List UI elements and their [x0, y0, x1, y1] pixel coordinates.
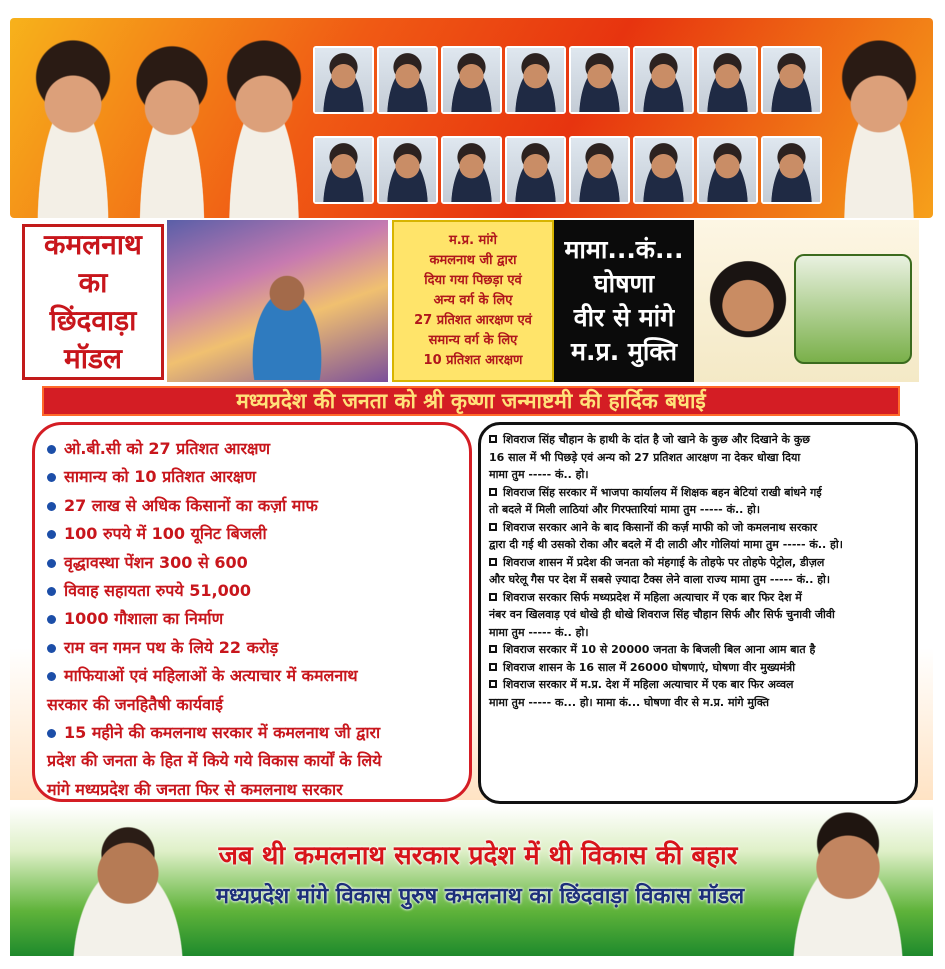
bullet-icon [47, 473, 56, 482]
leader-thumb [313, 136, 374, 204]
krishna-illustration [167, 220, 388, 382]
list-item: और घरेलू गैस पर देश में सबसे ज़्यादा टैक्स लेने वाला राज्य मामा तुम ----- कं.. हो। [489, 573, 831, 586]
list-item: तो बदले में मिली लाठियां और गिरफ्तारियां मामा तुम ----- कं.. हो। [489, 503, 761, 516]
list-item: प्रदेश की जनता के हित में किये गये विकास कार्यों के लिये [47, 751, 382, 771]
bullet-icon [47, 445, 56, 454]
bullet-icon [47, 559, 56, 568]
list-item: सरकार की जनहितैषी कार्यवाई [47, 694, 223, 714]
list-item: शिवराज सरकार में 10 से 20000 जनता के बिजली बिल आना आम बात है [489, 641, 907, 659]
list-item: 1000 गौशाला का निर्माण [47, 605, 457, 633]
list-item: सामान्य को 10 प्रतिशत आरक्षण [47, 463, 457, 491]
criticism-list [478, 422, 918, 804]
list-item: शिवराज सिंह चौहान के हाथी के दांत है जो खाने के कुछ और दिखाने के कुछ [489, 431, 907, 449]
list-item: 16 साल में भी पिछड़े एवं अन्य को 27 प्रतिशत आरक्षण ना देकर धोखा दिया [489, 450, 801, 464]
mp-demand-line: 27 प्रतिशत आरक्षण एवं [414, 313, 532, 328]
checkbox-icon [489, 435, 497, 443]
leader-thumb [441, 46, 502, 114]
footer-slogan-2: मध्यप्रदेश मांगे विकास पुरुष कमलनाथ का छिंदवाड़ा विकास मॉडल [215, 884, 745, 909]
greeting-text: मध्यप्रदेश की जनता को श्री कृष्णा जन्माष्टमी की हार्दिक बधाई [236, 389, 706, 413]
mp-demand-line: अन्य वर्ग के लिए [433, 293, 513, 308]
leader-thumb [569, 46, 630, 114]
cartoon-truck [794, 254, 912, 364]
leader-portrait-2 [122, 34, 222, 218]
bullet-icon [47, 587, 56, 596]
achievements-list [32, 422, 472, 802]
leader-portrait-3 [210, 28, 318, 218]
list-item: माफियाओं एवं महिलाओं के अत्याचार में कमलनाथ [47, 662, 457, 690]
kamalnath-model-panel [22, 224, 164, 380]
list-item: विवाह सहायता रुपये 51,000 [47, 577, 457, 605]
mp-demand-line: समान्य वर्ग के लिए [428, 333, 518, 348]
bullet-icon [47, 644, 56, 653]
list-item: शिवराज सिंह सरकार में भाजपा कार्यालय में शिक्षक बहन बेटियां राखी बांधने गई [489, 484, 907, 502]
mp-demand-line: दिया गया पिछड़ा एवं [424, 273, 522, 288]
bullet-icon [47, 615, 56, 624]
checkbox-icon [489, 488, 497, 496]
checkbox-icon [489, 523, 497, 531]
mama-line: वीर से मांगे [573, 303, 675, 332]
leader-thumb [377, 136, 438, 204]
list-item: शिवराज सरकार सिर्फ मध्यप्रदेश में महिला अत्याचार में एक बार फिर देश में [489, 589, 907, 607]
leaders-header [10, 18, 933, 218]
checkbox-icon [489, 645, 497, 653]
leader-thumb [569, 136, 630, 204]
mp-demand-line: 10 प्रतिशत आरक्षण [423, 353, 523, 368]
list-item: शिवराज सरकार में म.प्र. देश में महिला अत्याचार में एक बार फिर अव्वल [489, 676, 907, 694]
checkbox-icon [489, 593, 497, 601]
bullet-icon [47, 502, 56, 511]
footer-slogan-1: जब थी कमलनाथ सरकार प्रदेश में थी विकास की बहार [218, 841, 738, 871]
list-item: नंबर वन खिलवाड़ एवं धोखे ही धोखे शिवराज सिंह चौहान सिर्फ और सिर्फ चुनावी जीवी [489, 608, 835, 621]
leader-thumb [761, 46, 822, 114]
list-item: शिवराज शासन के 16 साल में 26000 घोषणाएं, घोषणा वीर मुख्यमंत्री [489, 659, 907, 677]
list-item: राम वन गमन पथ के लिये 22 करोड़ [47, 634, 457, 662]
list-item: मांगे मध्यप्रदेश की जनता फिर से कमलनाथ सरकार [47, 779, 343, 799]
mp-demand-line: कमलनाथ जी द्वारा [429, 253, 517, 268]
leader-thumb [313, 46, 374, 114]
leader-thumb [633, 136, 694, 204]
list-item: मामा तुम ----- कं.. हो। [489, 468, 589, 481]
footer-portrait-left [48, 818, 208, 956]
krishna-figure [227, 240, 347, 380]
checkbox-icon [489, 558, 497, 566]
greeting-banner [42, 386, 900, 416]
mp-demand-line: म.प्र. मांगे [448, 233, 498, 248]
bullet-icon [47, 530, 56, 539]
mama-panel [554, 220, 694, 382]
leader-thumb [377, 46, 438, 114]
list-item: शिवराज सरकार आने के बाद किसानों की कर्ज़ माफी को जो कमलनाथ सरकार [489, 519, 907, 537]
leader-portrait-1 [18, 28, 128, 218]
leader-portrait-right [825, 28, 933, 218]
model-line: का [78, 266, 108, 299]
mama-line: मामा...कं... [564, 235, 684, 264]
mp-demand-panel [392, 220, 554, 382]
bullet-icon [47, 729, 56, 738]
list-item: 27 लाख से अधिक किसानों का कर्ज़ा माफ [47, 492, 457, 520]
model-line: छिंदवाड़ा [49, 304, 137, 337]
list-item: मामा तुम ----- कं.. हो। [489, 625, 589, 639]
list-item: ओ.बी.सी को 27 प्रतिशत आरक्षण [47, 435, 457, 463]
mama-line: म.प्र. मुक्ति [571, 337, 677, 366]
leader-thumb [505, 136, 566, 204]
leader-thumb [697, 136, 758, 204]
model-line: कमलनाथ [44, 228, 142, 261]
leader-thumb [505, 46, 566, 114]
leader-thumb [441, 136, 502, 204]
list-item: 15 महीने की कमलनाथ सरकार में कमलनाथ जी द्वारा [47, 719, 457, 747]
model-line: मॉडल [64, 342, 122, 375]
bullet-icon [47, 672, 56, 681]
list-item: 100 रुपये में 100 यूनिट बिजली [47, 520, 457, 548]
leader-thumb [761, 136, 822, 204]
list-item: शिवराज शासन में प्रदेश की जनता को मंहगाई के तोहफे पर तोहफे पेट्रोल, डीज़ल [489, 554, 907, 572]
mama-line: घोषणा [593, 269, 655, 298]
cartoon-face [702, 248, 794, 376]
checkbox-icon [489, 663, 497, 671]
leader-thumb [697, 46, 758, 114]
list-item: वृद्धावस्था पेंशन 300 से 600 [47, 549, 457, 577]
footer-portrait-right [768, 808, 928, 956]
leader-thumb [633, 46, 694, 114]
list-item: मामा तुम ----- क... हो। मामा कं... घोषणा वीर से म.प्र. मांगे मुक्ति [489, 695, 769, 709]
cartoon-panel [694, 220, 919, 382]
checkbox-icon [489, 680, 497, 688]
list-item: द्वारा दी गई थी उसको रोका और बदले में दी लाठी और गोलियां मामा तुम ----- कं.. हो। [489, 538, 843, 551]
